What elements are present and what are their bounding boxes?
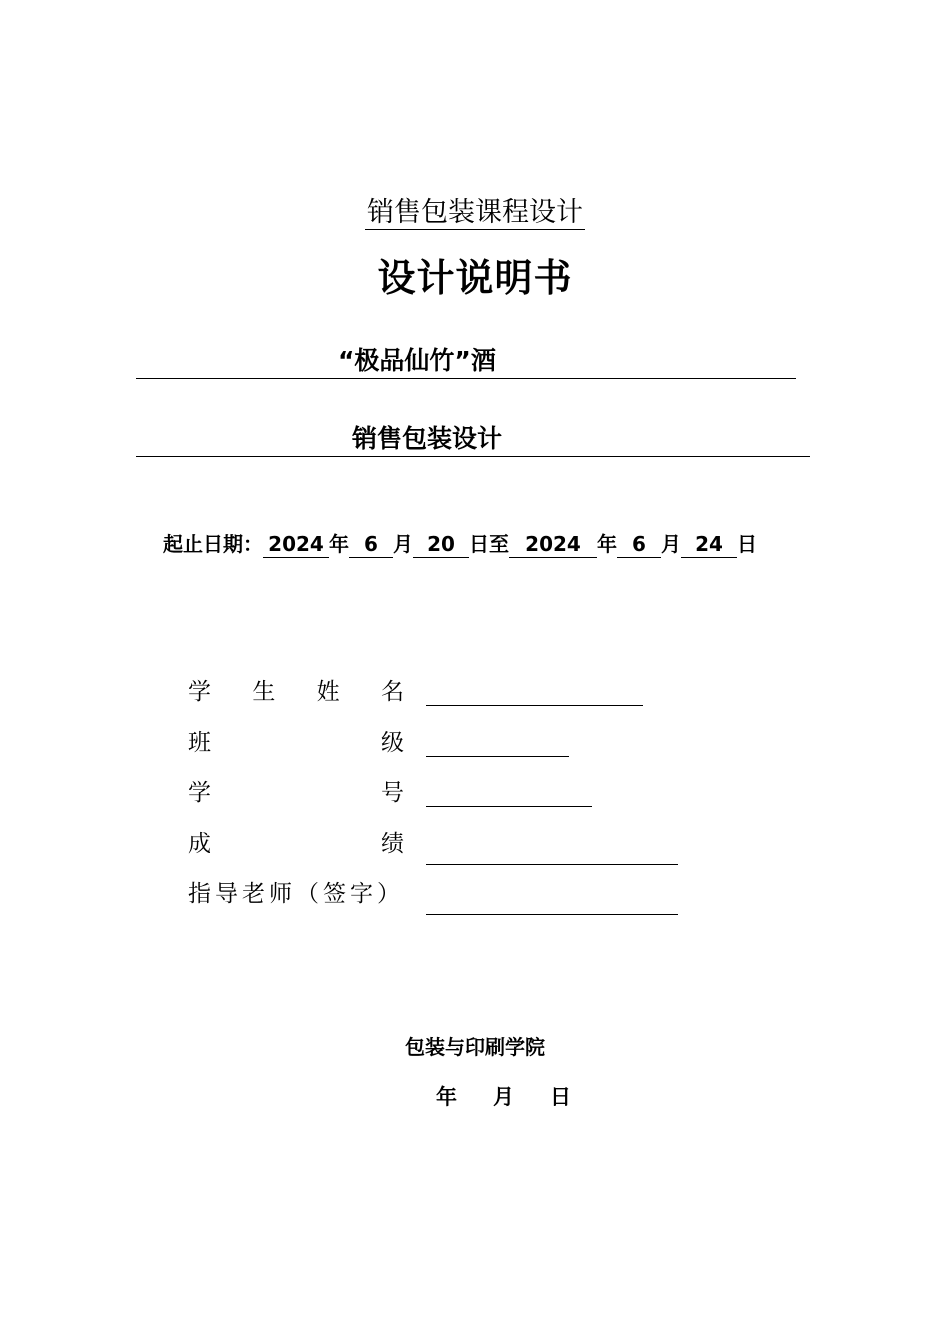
student-name-blank[interactable] <box>426 705 643 706</box>
student-name-label: 学 生 姓 名 <box>188 679 404 705</box>
advisor-signature-blank[interactable] <box>426 914 678 915</box>
day-char: 日 <box>737 532 757 556</box>
school-name: 包装与印刷学院 <box>405 1035 545 1059</box>
signing-date <box>436 1083 571 1111</box>
day-to-text: 日至 <box>469 532 509 556</box>
topic-line-2 <box>136 420 810 457</box>
main-title: 设计说明书 <box>377 256 573 300</box>
end-year-value: 2024 <box>509 531 597 558</box>
month-char: 月 <box>393 532 413 556</box>
course-title-text: 销售包装课程设计 <box>367 197 583 228</box>
year-char: 年 <box>329 532 349 556</box>
month-char: 月 <box>493 1085 514 1109</box>
advisor-signature-label: 指导老师（签字） <box>188 881 404 907</box>
student-number-blank[interactable] <box>426 806 592 807</box>
topic-product-name: “极品仙竹”酒 <box>338 346 496 375</box>
date-range-row <box>163 530 757 558</box>
start-day-value: 20 <box>413 531 469 558</box>
topic-line-1 <box>136 342 796 379</box>
topic-subject: 销售包装设计 <box>352 424 503 453</box>
course-title <box>0 196 950 230</box>
class-label: 班 级 <box>188 730 404 756</box>
day-char: 日 <box>550 1085 571 1109</box>
student-number-label: 学 号 <box>188 780 404 806</box>
grade-blank[interactable] <box>426 864 678 865</box>
year-char: 年 <box>597 532 617 556</box>
date-range-label: 起止日期： <box>163 532 263 556</box>
class-blank[interactable] <box>426 756 569 757</box>
month-char: 月 <box>661 532 681 556</box>
end-day-value: 24 <box>681 531 737 558</box>
start-year-value: 2024 <box>263 531 329 558</box>
year-char: 年 <box>436 1085 457 1109</box>
start-month-value: 6 <box>349 531 393 558</box>
grade-label: 成 绩 <box>188 831 404 857</box>
end-month-value: 6 <box>617 531 661 558</box>
